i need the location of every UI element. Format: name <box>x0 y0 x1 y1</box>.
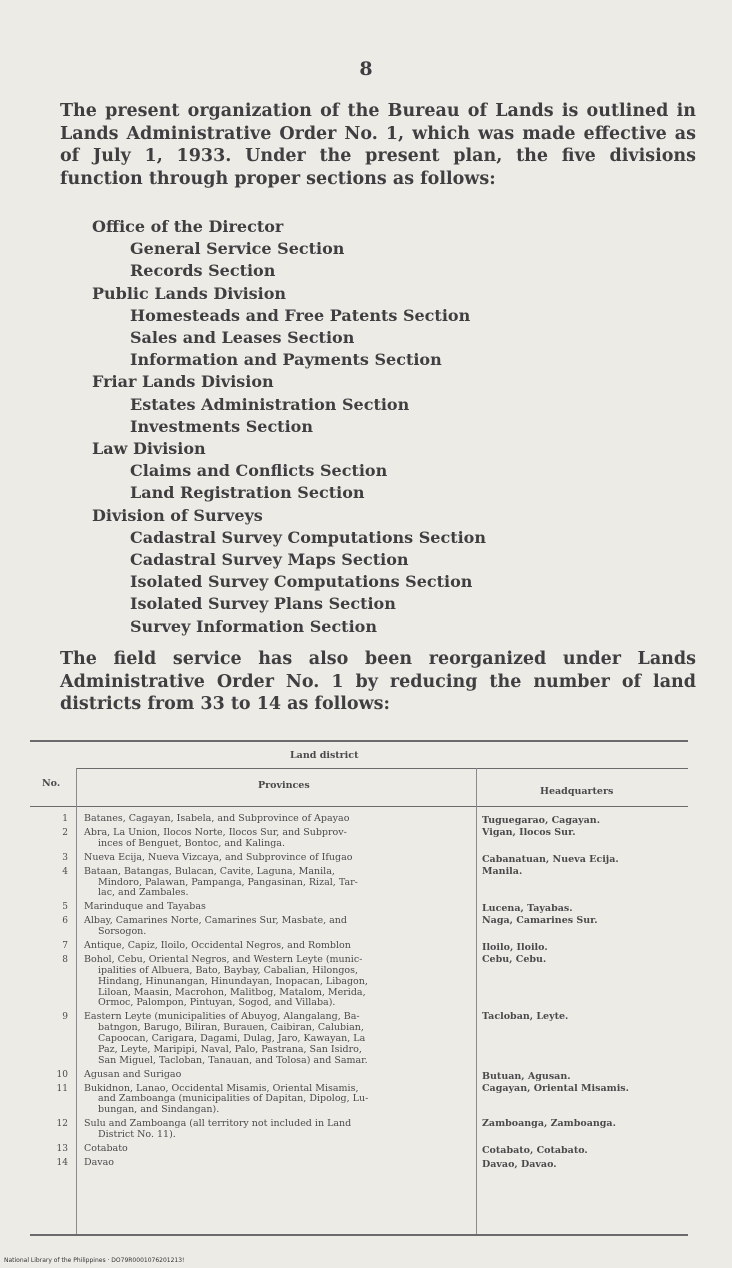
district-headquarters <box>482 1160 682 1171</box>
district-headquarters <box>482 916 682 927</box>
district-number: 8 <box>62 955 68 966</box>
province-line: Nueva Ecija, Nueva Vizcaya, and Subprovince of Ifugao <box>84 851 353 863</box>
province-line: and Zamboanga (municipalities of Dapitan, Dipolog, Lu- <box>98 1093 369 1105</box>
district-provinces <box>84 828 482 850</box>
province-line: Eastern Leyte (municipalities of Abuyog, Alangalang, Ba- <box>84 1011 360 1023</box>
scan-footer: National Library of the Philippines · DO79R0001076201213! <box>4 1257 185 1264</box>
district-headquarters <box>482 1146 682 1157</box>
district-number: 3 <box>62 852 68 863</box>
district-headquarters <box>482 1012 682 1023</box>
province-line: Davao <box>84 1157 115 1168</box>
section-name: Cadastral Survey Maps Section <box>130 550 409 570</box>
province-line: Agusan and Surigao <box>84 1068 182 1080</box>
district-provinces <box>84 1012 482 1066</box>
district-provinces <box>84 814 482 825</box>
province-line: Bukidnon, Lanao, Occidental Misamis, Oriental Misamis, <box>84 1082 359 1094</box>
district-number: 10 <box>56 1069 68 1080</box>
province-line: Ormoc, Palompon, Pintuyan, Sogod, and Villaba). <box>98 997 336 1009</box>
province-line: Sorsogon. <box>98 926 147 938</box>
section-name: Land Registration Section <box>130 483 365 503</box>
section-name: Information and Payments Section <box>130 350 442 370</box>
province-line: inces of Benguet, Bontoc, and Kalinga. <box>98 837 285 849</box>
district-number: 4 <box>62 866 68 877</box>
section-name: Survey Information Section <box>130 616 377 636</box>
section-name: Sales and Leases Section <box>130 328 355 348</box>
province-line: Batanes, Cagayan, Isabela, and Subprovince of Apayao <box>84 813 350 824</box>
headquarters-line: Cagayan, Oriental Misamis. <box>482 1082 629 1094</box>
district-headquarters <box>482 1119 682 1130</box>
column-header-headquarters: Headquarters <box>540 786 614 797</box>
district-number: 5 <box>62 902 68 913</box>
table-bottom-rule <box>30 1234 688 1236</box>
district-provinces <box>84 1119 482 1141</box>
province-line: lac, and Zambales. <box>98 887 189 899</box>
district-number: 1 <box>62 814 68 824</box>
section-name: General Service Section <box>130 239 345 259</box>
district-number: 14 <box>56 1158 68 1168</box>
table-header-rule <box>30 806 688 807</box>
headquarters-line: Davao, Davao. <box>482 1159 557 1170</box>
district-headquarters <box>482 1072 682 1083</box>
province-line: Cotabato <box>84 1143 128 1154</box>
headquarters-line: Cotabato, Cotabato. <box>482 1145 588 1156</box>
section-name: Cadastral Survey Computations Section <box>130 527 486 547</box>
headquarters-line: Naga, Camarines Sur. <box>482 915 598 927</box>
province-line: San Miguel, Tacloban, Tanauan, and Tolosa) and Samar. <box>98 1054 368 1066</box>
district-provinces <box>84 1070 482 1081</box>
division-name: Division of Surveys <box>92 505 263 525</box>
organization-list <box>92 216 486 638</box>
district-headquarters <box>482 943 682 954</box>
district-headquarters <box>482 1084 682 1095</box>
column-header-no: No. <box>42 778 61 789</box>
district-provinces <box>84 902 482 913</box>
district-headquarters <box>482 867 682 878</box>
table-divider-no <box>76 768 77 1234</box>
district-number: 6 <box>62 916 68 927</box>
district-provinces <box>84 1144 482 1155</box>
province-line: Abra, La Union, Ilocos Norte, Ilocos Sur, and Subprov- <box>84 827 347 838</box>
headquarters-line: Butuan, Agusan. <box>482 1070 571 1082</box>
table-top-rule <box>30 740 688 742</box>
district-headquarters <box>482 855 682 866</box>
province-line: batngon, Barugo, Biliran, Burauen, Caibiran, Calubian, <box>98 1022 364 1034</box>
district-provinces <box>84 916 482 938</box>
headquarters-line: Vigan, Ilocos Sur. <box>482 827 576 838</box>
province-line: Mindoro, Palawan, Pampanga, Pangasinan, Rizal, Tar- <box>98 876 358 888</box>
province-line: Bohol, Cebu, Oriental Negros, and Western Leyte (munic- <box>84 954 363 966</box>
province-line: Hindang, Hinunangan, Hinundayan, Inopacan, Libagon, <box>98 975 368 987</box>
headquarters-line: Iloilo, Iloilo. <box>482 942 548 954</box>
district-number: 11 <box>56 1083 68 1094</box>
division-name: Law Division <box>92 439 206 459</box>
headquarters-line: Tuguegarao, Cagayan. <box>482 815 601 826</box>
district-headquarters <box>482 828 682 839</box>
intro-paragraph: The present organization of the Bureau of Lands is outlined in Lands Administrative Order No. 1, which was made effective as of July 1, 1933. Under the present plan, the five divisions function through proper sections as follows: <box>60 101 696 189</box>
province-line: Liloan, Maasin, Macrohon, Malitbog, Matalom, Merida, <box>98 986 366 998</box>
province-line: Marinduque and Tayabas <box>84 901 206 913</box>
section-name: Claims and Conflicts Section <box>130 461 388 481</box>
province-line: Antique, Capiz, Iloilo, Occidental Negros, and Romblon <box>84 940 351 952</box>
district-number: 13 <box>56 1144 68 1154</box>
division-name: Office of the Director <box>92 217 284 236</box>
district-provinces <box>84 1158 482 1169</box>
headquarters-line: Manila. <box>482 865 523 877</box>
district-number: 12 <box>56 1119 68 1130</box>
province-line: Albay, Camarines Norte, Camarines Sur, Masbate, and <box>84 915 347 927</box>
section-name: Records Section <box>130 261 276 281</box>
district-provinces <box>84 955 482 1009</box>
section-name: Isolated Survey Plans Section <box>130 594 396 614</box>
province-line: Capoocan, Carigara, Dagami, Dulag, Jaro, Kawayan, La <box>98 1032 366 1044</box>
province-line: ipalities of Albuera, Bato, Baybay, Cabalian, Hilongos, <box>98 964 359 976</box>
district-number: 2 <box>62 828 68 838</box>
district-number: 7 <box>62 941 68 952</box>
headquarters-line: Zamboanga, Zamboanga. <box>482 1118 616 1130</box>
section-name: Isolated Survey Computations Section <box>130 572 473 592</box>
province-line: Bataan, Batangas, Bulacan, Cavite, Laguna, Manila, <box>84 865 335 877</box>
province-line: Sulu and Zamboanga (all territory not included in Land <box>84 1118 352 1130</box>
section-name: Estates Administration Section <box>130 394 410 414</box>
district-provinces <box>84 941 482 952</box>
table-group-rule <box>76 768 688 769</box>
district-headquarters <box>482 904 682 915</box>
district-provinces <box>84 853 482 864</box>
column-header-provinces: Provinces <box>258 780 310 791</box>
page-number: 8 <box>359 58 373 80</box>
province-line: Paz, Leyte, Maripipi, Naval, Palo, Pastrana, San Isidro, <box>98 1043 362 1055</box>
section-name: Homesteads and Free Patents Section <box>130 305 471 325</box>
district-headquarters <box>482 816 682 827</box>
headquarters-line: Cebu, Cebu. <box>482 954 547 966</box>
district-provinces <box>84 1084 482 1116</box>
district-headquarters <box>482 955 682 966</box>
district-provinces <box>84 867 482 899</box>
table-group-header: Land district <box>290 750 359 761</box>
division-name: Public Lands Division <box>92 283 287 303</box>
district-number: 9 <box>62 1012 68 1023</box>
section-name: Investments Section <box>130 416 313 436</box>
headquarters-line: Tacloban, Leyte. <box>482 1011 569 1023</box>
province-line: bungan, and Sindangan). <box>98 1104 220 1116</box>
division-name: Friar Lands Division <box>92 372 274 392</box>
province-line: District No. 11). <box>98 1128 176 1140</box>
headquarters-line: Lucena, Tayabas. <box>482 903 573 915</box>
headquarters-line: Cabanatuan, Nueva Ecija. <box>482 853 619 865</box>
field-service-paragraph: The field service has also been reorganized under Lands Administrative Order No. 1 by reducing the number of land districts from 33 to 14 as follows: <box>60 649 696 714</box>
